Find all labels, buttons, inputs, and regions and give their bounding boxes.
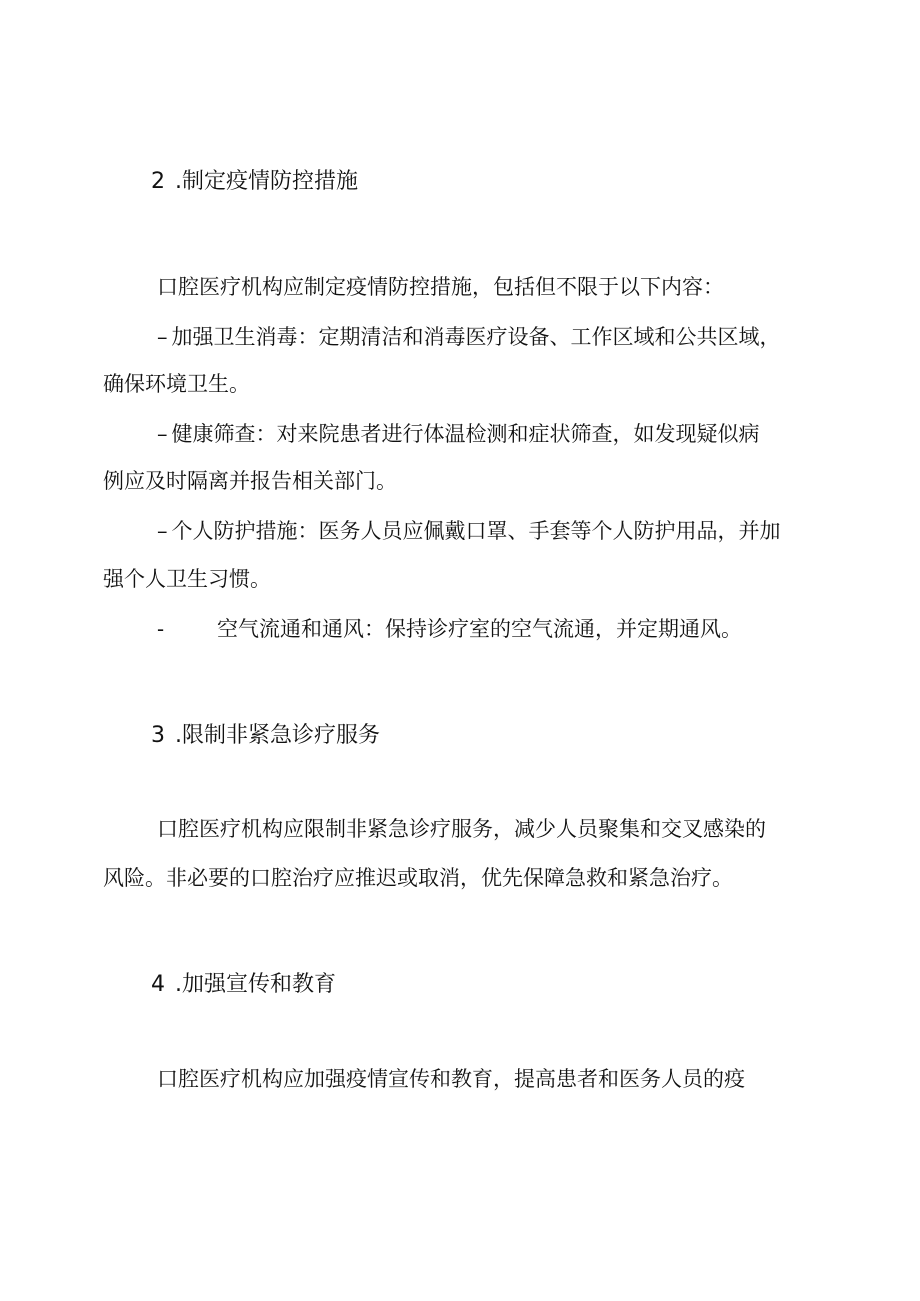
section-2-item-2-line-2: 例应及时隔离并报告相关部门。 bbox=[103, 469, 397, 493]
section-2-item-2-line-1 bbox=[157, 421, 760, 447]
list-item-text: 加强卫生消毒：定期清洁和消毒医疗设备、工作区域和公共区域， bbox=[171, 325, 781, 349]
bullet-dash: – bbox=[157, 422, 168, 446]
section-4-title: .加强宣传和教育 bbox=[175, 972, 336, 997]
section-2-item-1-line-1 bbox=[157, 324, 781, 350]
section-3-number: 3 bbox=[151, 723, 165, 748]
bullet-dash: - bbox=[157, 617, 165, 641]
section-3-title: .限制非紧急诊疗服务 bbox=[175, 723, 380, 748]
section-4-paragraph-line-1: 口腔医疗机构应加强疫情宣传和教育，提高患者和医务人员的疫 bbox=[157, 1067, 745, 1091]
section-2-item-4-line-1 bbox=[157, 616, 742, 642]
section-2-title: .制定疫情防控措施 bbox=[175, 169, 358, 194]
section-3-paragraph-line-2: 风险。非必要的口腔治疗应推迟或取消，优先保障急救和紧急治疗。 bbox=[103, 866, 733, 890]
section-2-number: 2 bbox=[151, 169, 165, 194]
section-2-item-1-line-2: 确保环境卫生。 bbox=[103, 372, 250, 396]
section-3-paragraph-line-1: 口腔医疗机构应限制非紧急诊疗服务，减少人员聚集和交叉感染的 bbox=[157, 817, 766, 841]
list-item-text: 空气流通和通风：保持诊疗室的空气流通，并定期通风。 bbox=[217, 617, 742, 641]
list-item-text: 健康筛查：对来院患者进行体温检测和症状筛查，如发现疑似病 bbox=[171, 422, 760, 446]
section-2-item-3-line-1 bbox=[157, 518, 781, 544]
bullet-dash: – bbox=[157, 325, 168, 349]
section-2-intro: 口腔医疗机构应制定疫情防控措施，包括但不限于以下内容： bbox=[157, 275, 724, 299]
section-2-heading bbox=[151, 169, 358, 195]
section-2-item-3-line-2: 强个人卫生习惯。 bbox=[103, 567, 271, 591]
section-4-number: 4 bbox=[151, 972, 165, 997]
list-item-text: 个人防护措施：医务人员应佩戴口罩、手套等个人防护用品，并加 bbox=[171, 519, 781, 543]
section-4-heading bbox=[151, 972, 336, 998]
section-3-heading bbox=[151, 723, 380, 749]
bullet-dash: – bbox=[157, 519, 168, 543]
